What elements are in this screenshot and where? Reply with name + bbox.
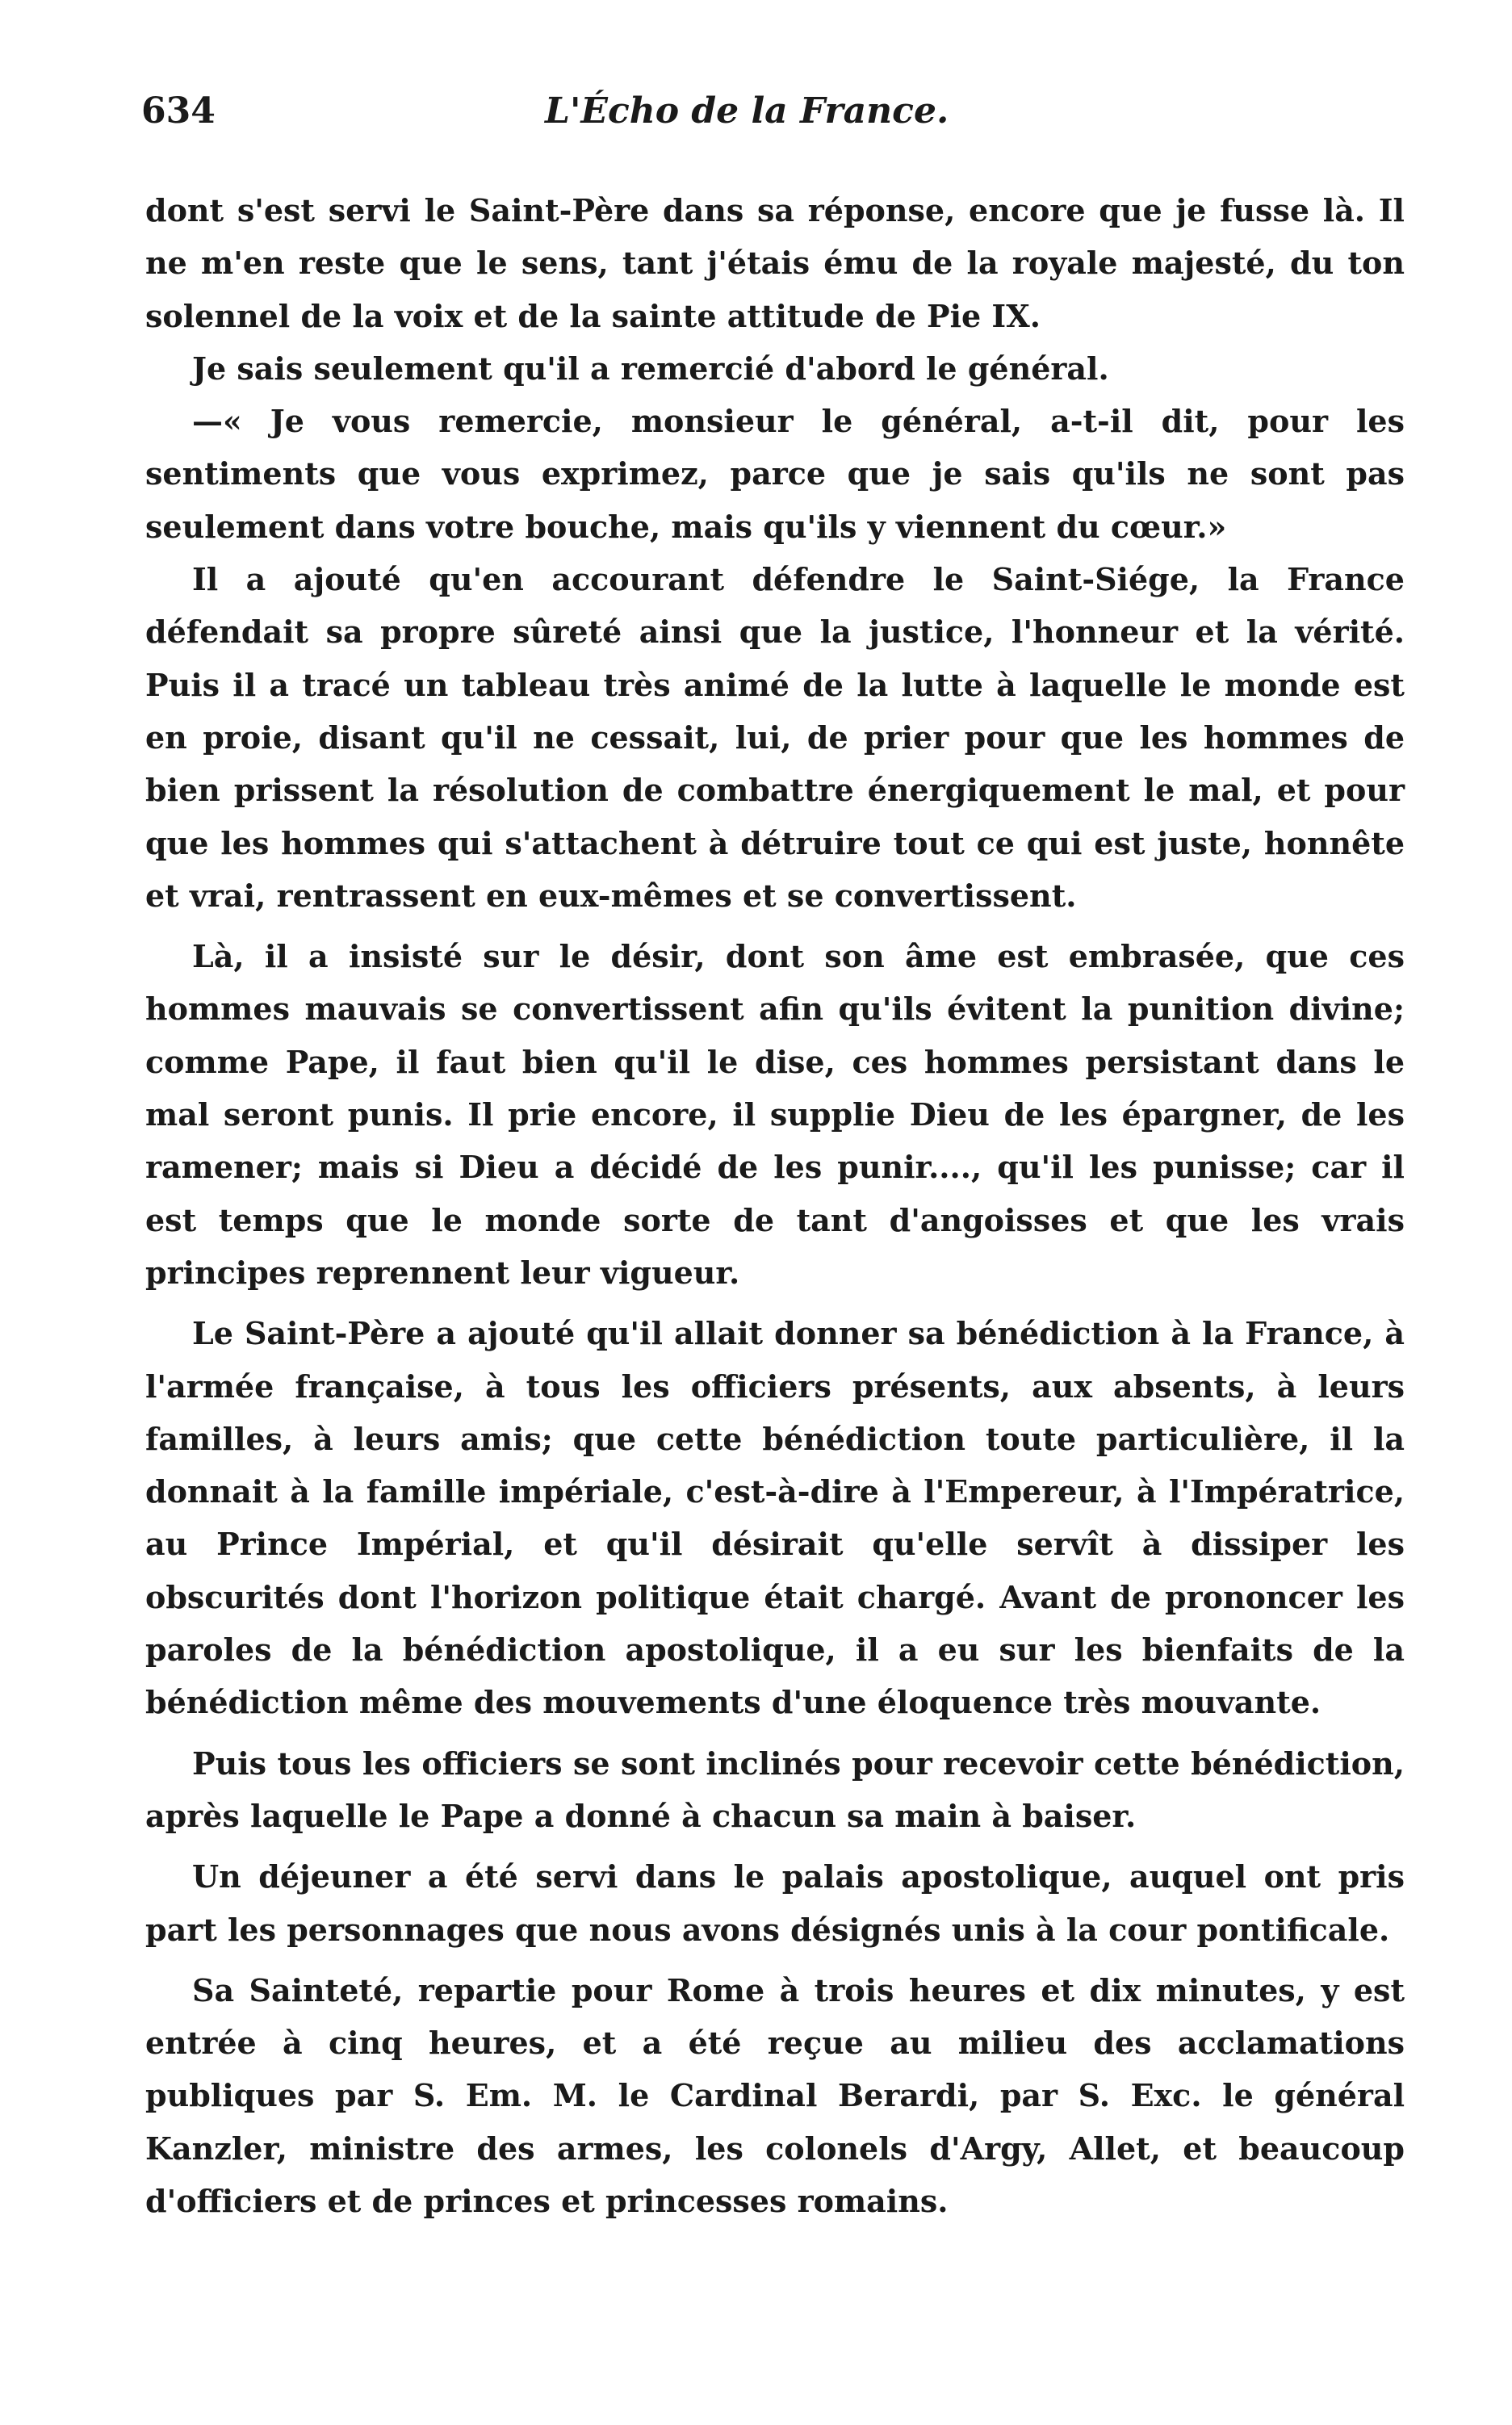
paragraph: —« Je vous remercie, monsieur le général, a-t-il dit, pour les sentiments que vous exprimez, parce que je sais qu'ils ne sont pas seulement dans votre bouche, mais qu'ils y viennent du cœur.» xyxy=(145,403,1405,545)
paragraph: Je sais seulement qu'il a remercié d'abord le général. xyxy=(192,350,1109,387)
paragraph: Là, il a insisté sur le désir, dont son âme est embrasée, que ces hommes mauvais se convertissent afin qu'ils évitent la punition divine; comme Pape, il faut bien qu'il le dise, ces hommes persistant dans le mal seront punis. Il prie encore, il supplie Dieu de les épargner, de les ramener; mais si Dieu a décidé de les punir...., qu'il les punisse; car il est temps que le monde sorte de tant d'angoisses et que les vrais principes reprennent leur vigueur. xyxy=(145,938,1405,1291)
page-header xyxy=(141,90,1393,147)
page-number: 634 xyxy=(141,90,216,132)
body-text xyxy=(145,184,1405,2227)
paragraph: Puis tous les officiers se sont inclinés pour recevoir cette bénédiction, après laquelle le Pape a donné à chacun sa main à baiser. xyxy=(145,1744,1405,1834)
paragraph: Sa Sainteté, repartie pour Rome à trois heures et dix minutes, y est entrée à cinq heures, et a été reçue au milieu des acclamations publiques par S. Em. M. le Cardinal Berardi, par S. Exc. le général Kanzler, ministre des armes, les colonels d'Argy, Allet, et beaucoup d'officiers et de princes et princesses romains. xyxy=(145,1971,1405,2219)
paragraph: Il a ajouté qu'en accourant défendre le Saint-Siége, la France défendait sa propre sûreté ainsi que la justice, l'honneur et la vérité. Puis il a tracé un tableau très animé de la lutte à laquelle le monde est en proie, disant qu'il ne cessait, lui, de prier pour que les hommes de bien prissent la résolution de combattre énergiquement le mal, et pour que les hommes qui s'attachent à détruire tout ce qui est juste, honnête et vrai, rentrassent en eux-mêmes et se convertissent. xyxy=(145,561,1405,914)
paragraph: dont s'est servi le Saint-Père dans sa réponse, encore que je fusse là. Il ne m'en reste que le sens, tant j'étais ému de la royale majesté, du ton solennel de la voix et de la sainte attitude de Pie IX. xyxy=(145,192,1405,334)
running-title: L'Écho de la France. xyxy=(545,90,949,132)
paragraph: Un déjeuner a été servi dans le palais apostolique, auquel ont pris part les personnages que nous avons désignés unis à la cour pontificale. xyxy=(145,1858,1405,1948)
paragraph: Le Saint-Père a ajouté qu'il allait donner sa bénédiction à la France, à l'armée française, à tous les officiers présents, aux absents, à leurs familles, à leurs amis; que cette bénédiction toute particulière, il la donnait à la famille impériale, c'est-à-dire à l'Empereur, à l'Impératrice, au Prince Impérial, et qu'il désirait qu'elle servît à dissiper les obscurités dont l'horizon politique était chargé. Avant de prononcer les paroles de la bénédiction apostolique, il a eu sur les bienfaits de la bénédiction même des mouvements d'une éloquence très mouvante. xyxy=(145,1315,1405,1721)
